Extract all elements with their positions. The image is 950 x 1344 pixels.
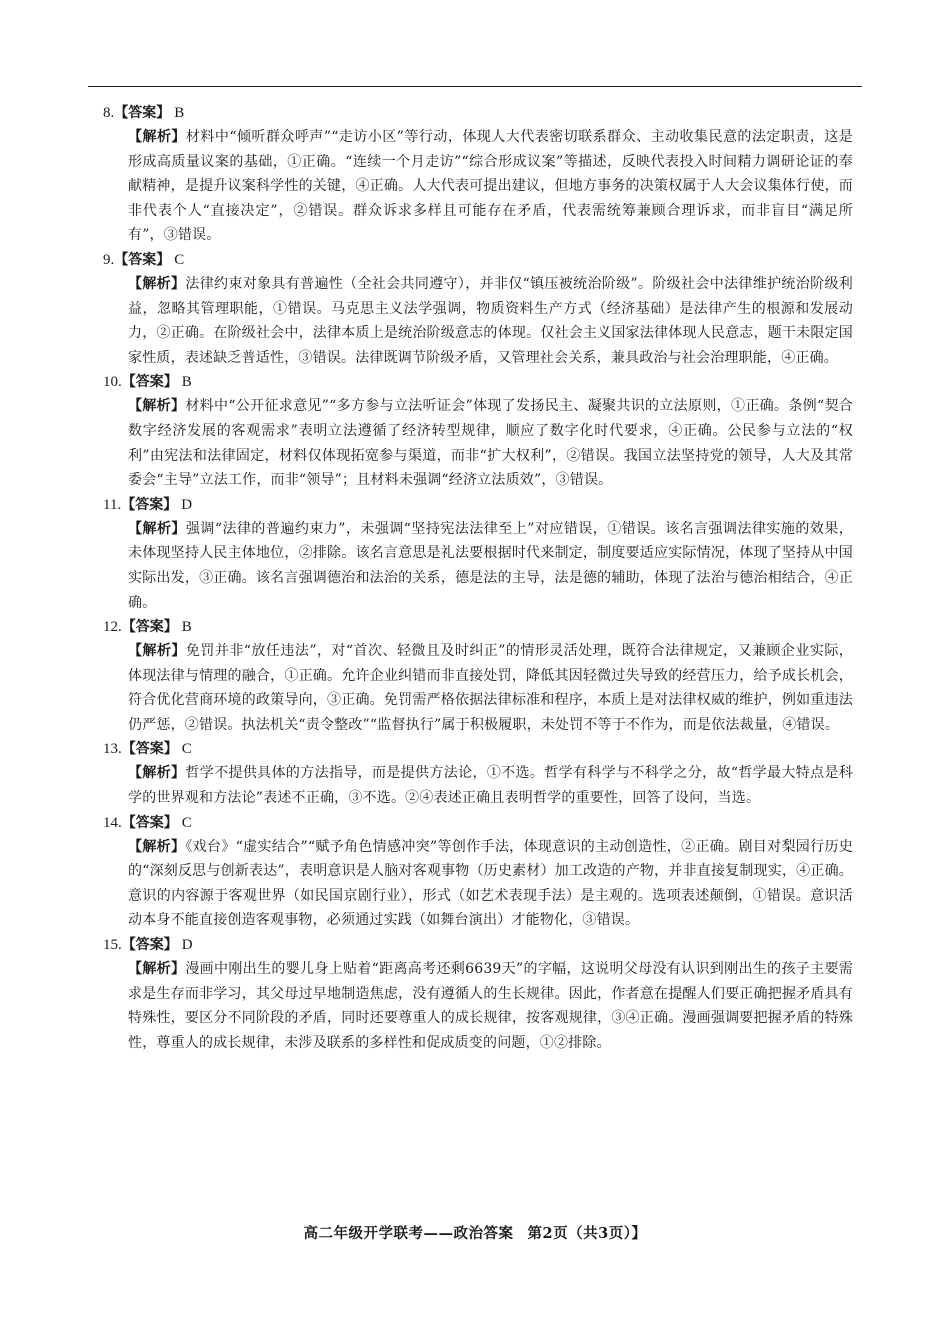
answer-value: D <box>181 496 193 513</box>
analysis-paragraph <box>128 394 853 492</box>
answer-label: 【答案】 <box>121 814 178 831</box>
analysis-text: 漫画中刚出生的婴儿身上贴着“距离高考还剩6639天”的字幅，这说明父母没有认识到刚出生的孩子主要需求是生存而非学习，其父母过早地制造焦虑，没有遵循人的生长规律。因此，作者意在提醒人们要正确把握矛盾具有特殊性，要区分不同阶段的矛盾，同时还要尊重人的成长规律，按客观规律，③④正确。漫画强调要把握矛盾的特殊性，尊重人的成长规律，未涉及联系的多样性和促成质变的问题，①②排除。 <box>128 961 853 1051</box>
answer-line <box>103 493 853 517</box>
page-number: 第2页（共3页）】 <box>527 1225 647 1242</box>
question-8 <box>103 101 853 248</box>
analysis-text: 强调“法律的普遍约束力”，未强调“坚持宪法法律至上”对应错误，①错误。该名言强调法律实施的效果，未体现坚持人民主体地位，②排除。该名言意思是礼法要根据时代来制定，制度要适应实际情况，体现了坚持从中国实际出发，③正确。该名言强调德治和法治的关系，德是法的主导，法是德的辅助，体现了法治与德治相结合，④正确。 <box>128 520 853 611</box>
analysis-label: 【解析】 <box>128 765 186 782</box>
answer-label: 【答案】 <box>121 374 178 391</box>
question-number: 11. <box>103 496 122 513</box>
answer-value: B <box>181 374 192 391</box>
question-number: 10. <box>103 374 122 391</box>
analysis-label: 【解析】 <box>128 398 186 415</box>
answer-value: C <box>181 741 192 758</box>
question-number: 8. <box>103 105 115 121</box>
analysis-label: 【解析】 <box>128 275 186 292</box>
analysis-text: 免罚并非“放任违法”，对“首次、轻微且及时纠正”的情形灵活处理，既符合法律规定，又兼顾企业实际，体现法律与情理的融合，①正确。允许企业纠错而非直接处罚，降低其因轻微过失导致的经营压力，给予成长机会，符合优化营商环境的政策导向，③正确。免罚需严格依据法律标准和程序，本质上是对法律权威的维护，例如重违法仍严惩，②错误。执法机关“责令整改”“监督执行”属于积极履职，未处罚不等于不作为，而是依法裁量，④错误。 <box>128 643 853 733</box>
answer-label: 【答案】 <box>121 937 178 954</box>
answer-line <box>103 615 853 639</box>
question-15 <box>103 933 853 1055</box>
analysis-label: 【解析】 <box>128 643 186 660</box>
analysis-text: 哲学不提供具体的方法指导，而是提供方法论，①不选。哲学有科学与不科学之分，故“哲学最大特点是科学的世界观和方法论”表述不正确，③不选。②④表述正确且表明哲学的重要性，回答了设问，当选。 <box>128 765 853 807</box>
analysis-label: 【解析】 <box>128 129 186 145</box>
footer-title: 高二年级开学联考——政治答案 <box>303 1226 514 1242</box>
analysis-label: 【解析】 <box>128 838 186 855</box>
answer-value: B <box>174 105 185 121</box>
answer-line <box>103 737 853 761</box>
analysis-paragraph <box>128 761 853 810</box>
question-9 <box>103 248 853 370</box>
analysis-text: 材料中“公开征求意见”“多方参与立法听证会”体现了发扬民主、凝聚共识的立法原则，①正确。条例“契合数字经济发展的客观需求”表明立法遵循了经济转型规律，顺应了数字化时代要求，④正确。公民参与立法的“权利”由宪法和法律固定，材料仅体现拓宽参与渠道，而非“扩大权利”，②错误。我国立法坚持党的领导，人大及其常委会“主导”立法工作，而非“领导”；且材料未强调“经济立法质效”，③错误。 <box>128 398 853 489</box>
analysis-paragraph <box>128 957 853 1055</box>
answer-value: D <box>181 937 193 954</box>
analysis-paragraph <box>128 639 853 737</box>
answer-line <box>103 101 853 125</box>
analysis-text: 材料中“倾听群众呼声”“走访小区”等行动，体现人大代表密切联系群众、主动收集民意的法定职责，这是形成高质量议案的基础，①正确。“连续一个月走访”“综合形成议案”等描述，反映代表投入时间精力调研论证的奉献精神，是提升议案科学性的关键，④正确。人大代表可提出建议，但地方事务的决策权属于人大会议集体行使，而非代表个人“直接决定”，②错误。群众诉求多样且可能存在矛盾，代表需统筹兼顾合理诉求，而非盲目“满足所有”，③错误。 <box>128 129 853 244</box>
question-number: 15. <box>103 937 122 954</box>
answer-line <box>103 811 853 835</box>
page-footer <box>0 1222 950 1243</box>
answer-value: B <box>181 619 192 636</box>
answer-key-content <box>103 101 853 1055</box>
question-11 <box>103 493 853 615</box>
answer-label: 【答案】 <box>121 619 178 636</box>
analysis-paragraph <box>128 517 853 615</box>
question-number: 9. <box>103 251 115 268</box>
analysis-paragraph <box>128 835 853 933</box>
question-12 <box>103 615 853 737</box>
question-number: 13. <box>103 741 122 758</box>
question-10 <box>103 370 853 492</box>
answer-label: 【答案】 <box>114 105 171 121</box>
answer-value: C <box>181 814 192 831</box>
header-rule <box>88 86 862 87</box>
answer-label: 【答案】 <box>114 251 171 268</box>
analysis-text: 《戏台》“虚实结合”“赋予角色情感冲突”等创作手法，体现意识的主动创造性，②正确。剧目对梨园行历史的“深刻反思与创新表达”，表明意识是人脑对客观事物（历史素材）加工改造的产物，并非直接复制现实，④正确。意识的内容源于客观世界（如民国京剧行业），形式（如艺术表现手法）是主观的。选项表述颠倒，①错误。意识活动本身不能直接创造客观事物，必须通过实践（如舞台演出）才能物化，③错误。 <box>128 838 853 929</box>
analysis-paragraph <box>128 125 853 248</box>
analysis-label: 【解析】 <box>128 520 186 537</box>
analysis-label: 【解析】 <box>128 961 186 978</box>
analysis-text: 法律约束对象具有普遍性（全社会共同遵守），并非仅“镇压被统治阶级”。阶级社会中法律维护统治阶级利益，忽略其管理职能，①错误。马克思主义法学强调，物质资料生产方式（经济基础）是法律产生的根源和发展动力，②正确。在阶级社会中，法律本质上是统治阶级意志的体现。仅社会主义国家法律体现人民意志，题干未限定国家性质，表述缺乏普适性，③错误。法律既调节阶级矛盾，又管理社会关系，兼具政治与社会治理职能，④正确。 <box>128 275 853 366</box>
answer-line <box>103 248 853 272</box>
answer-label: 【答案】 <box>121 496 178 513</box>
question-14 <box>103 811 853 933</box>
answer-value: C <box>174 251 185 268</box>
question-13 <box>103 737 853 810</box>
question-number: 12. <box>103 619 122 636</box>
answer-line <box>103 933 853 957</box>
question-number: 14. <box>103 814 122 831</box>
analysis-paragraph <box>128 272 853 370</box>
answer-label: 【答案】 <box>121 741 178 758</box>
answer-line <box>103 370 853 394</box>
